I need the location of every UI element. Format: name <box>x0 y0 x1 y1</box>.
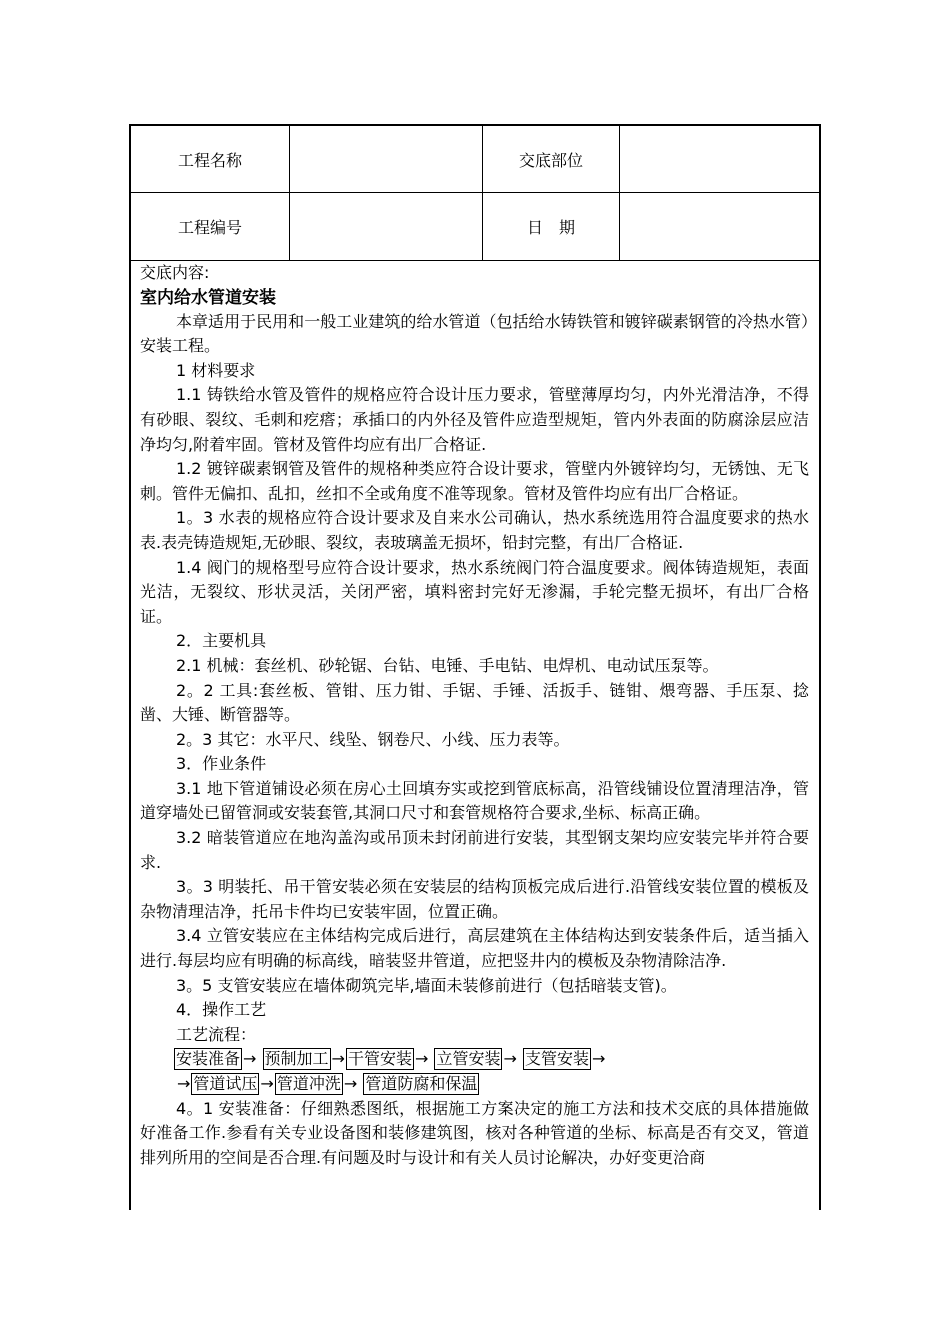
flow-step-prefab: 预制加工 <box>264 1049 329 1069</box>
paragraph: 1.4 阀门的规格型号应符合设计要求，热水系统阀门符合温度要求。阀体铸造规矩，表面光洁，无裂纹、形状灵活，关闭严密，填料密封完好无渗漏，手轮完整无损坏，有出厂合格证。 <box>140 557 809 626</box>
arrow-icon: → <box>177 1074 191 1093</box>
disclosure-form <box>129 124 821 1210</box>
paragraph: 3。3 明装托、吊干管安装必须在安装层的结构顶板完成后进行.沿管线安装位置的模板及杂物清理洁净，托吊卡件均已安装牢固，位置正确。 <box>140 877 809 921</box>
position-field[interactable] <box>620 126 819 192</box>
project-name-label: 工程名称 <box>131 126 290 192</box>
paragraph: 3。5 支管安装应在墙体砌筑完毕,墙面未装修前进行（包括暗装支管)。 <box>176 975 677 995</box>
paragraph: 本章适用于民用和一般工业建筑的给水管道（包括给水铸铁管和镀锌碳素钢管的冷热水管）安装工程。 <box>140 311 809 356</box>
position-label: 交底部位 <box>483 126 620 192</box>
flow-step-anticorrosion: 管道防腐和保温 <box>365 1074 478 1093</box>
header-row-1 <box>131 126 819 193</box>
arrow-icon: → <box>343 1074 358 1093</box>
project-no-label: 工程编号 <box>131 193 290 260</box>
paragraph: 4。1 安装准备：仔细熟悉图纸，根据施工方案决定的施工方法和技术交底的具体措施做好准备工作.参看有关专业设备图和装修建筑图，核对各种管道的坐标、标高是否有交叉，管道排列所用的空间是否合理.有问题及时与设计和有关人员讨论解决，办好变更洽商 <box>140 1098 809 1167</box>
flow-step-branch: 支管安装 <box>524 1049 589 1069</box>
paragraph: 3.1 地下管道铺设必须在房心土回填夯实或挖到管底标高，沿管线铺设位置清理洁净，管道穿墙处已留管洞或安装套管,其洞口尺寸和套管规格符合要求,坐标、标高正确。 <box>140 778 809 823</box>
process-flow-line-2 <box>140 1072 809 1097</box>
paragraph: 3.4 立管安装应在主体结构完成后进行，高层建筑在主体结构达到安装条件后，适当插入进行.每层均应有明确的标高线，暗装竖井管道，应把竖井内的模板及杂物清除洁净. <box>140 926 809 971</box>
header-row-2 <box>131 193 819 261</box>
paragraph: 3.2 暗装管道应在地沟盖沟或吊顶未封闭前进行安装，其型钢支架均应安装完毕并符合要求. <box>140 828 809 872</box>
flow-step-main-pipe: 干管安装 <box>347 1049 412 1069</box>
project-no-field[interactable] <box>290 193 483 260</box>
paragraph: 2.1 机械：套丝机、砂轮锯、台钻、电锤、手电钻、电焊机、电动试压泵等。 <box>176 655 719 675</box>
project-name-field[interactable] <box>290 126 483 192</box>
document-title: 室内给水管道安装 <box>140 287 276 308</box>
arrow-icon: → <box>243 1049 257 1069</box>
section-heading: 1 材料要求 <box>176 360 256 380</box>
flow-label: 工艺流程： <box>176 1024 257 1044</box>
paragraph: 2。2 工具:套丝板、管钳、压力钳、手锯、手锤、活扳手、链钳、煨弯器、手压泵、捻凿、大锤、断管器等。 <box>140 680 809 725</box>
date-field[interactable] <box>620 193 819 260</box>
paragraph: 1.2 镀锌碳素钢管及管件的规格种类应符合设计要求，管壁内外镀锌均匀，无锈蚀、无飞刺。管件无偏扣、乱扣，丝扣不全或角度不准等现象。管材及管件均应有出厂合格证。 <box>140 459 809 503</box>
disclosure-content <box>131 261 819 1170</box>
arrow-icon: → <box>591 1049 606 1069</box>
flow-step-flush: 管道冲洗 <box>276 1074 341 1093</box>
arrow-icon: → <box>331 1049 345 1069</box>
section-heading: 3．作业条件 <box>176 754 267 774</box>
section-heading: 2．主要机具 <box>176 631 267 651</box>
content-label: 交底内容: <box>140 263 210 282</box>
flow-step-riser: 立管安装 <box>436 1049 501 1069</box>
flow-step-pressure-test: 管道试压 <box>193 1074 258 1093</box>
arrow-icon: → <box>414 1049 429 1069</box>
paragraph: 1.1 铸铁给水管及管件的规格应符合设计压力要求，管壁薄厚均匀，内外光滑洁净，不得有砂眼、裂纹、毛刺和疙瘩；承插口的内外径及管件应造型规矩，管内外表面的防腐涂层应洁净均匀,附着牢固。管材及管件均应有出厂合格证. <box>140 385 809 454</box>
paragraph: 2。3 其它：水平尺、线坠、钢卷尺、小线、压力表等。 <box>176 729 570 749</box>
arrow-icon: → <box>260 1074 274 1093</box>
section-heading: 4．操作工艺 <box>176 1000 267 1020</box>
paragraph: 1。3 水表的规格应符合设计要求及自来水公司确认，热水系统选用符合温度要求的热水表.表壳铸造规矩,无砂眼、裂纹，表玻璃盖无损坏，铅封完整，有出厂合格证. <box>140 508 809 552</box>
date-label: 日 期 <box>483 193 620 260</box>
arrow-icon: → <box>503 1049 517 1069</box>
process-flow-line-1 <box>140 1047 809 1072</box>
flow-step-prepare: 安装准备 <box>176 1049 241 1069</box>
